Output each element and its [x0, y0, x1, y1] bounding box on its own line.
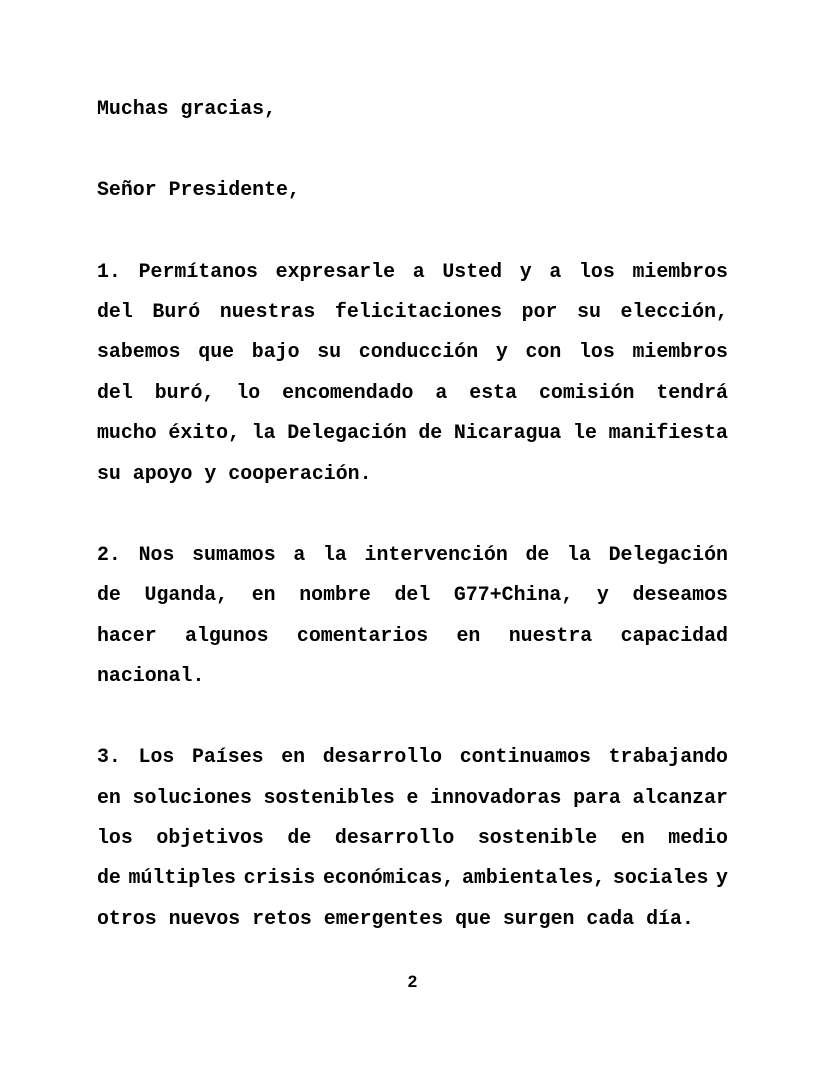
text-line-content: en soluciones sostenibles e innovadoras para alcanzar — [97, 785, 728, 809]
text-line-content: hacer algunos comentarios en nuestra capacidad — [97, 623, 728, 647]
text-line — [97, 373, 728, 413]
text-line-content: de múltiples crisis económicas, ambientales, sociales y — [97, 866, 728, 890]
text-line — [97, 737, 728, 777]
text-line — [97, 899, 728, 939]
page-number: 2 — [407, 972, 418, 991]
text-line — [97, 616, 728, 656]
text-line — [97, 575, 728, 615]
text-line — [97, 292, 728, 332]
text-line-content: 1. Permítanos expresarle a Usted y a los miembros — [97, 259, 728, 283]
paragraph — [97, 170, 728, 210]
text-line-content: Señor Presidente, — [97, 178, 300, 202]
paragraph — [97, 535, 728, 697]
text-line — [97, 170, 728, 210]
text-line-content: 2. Nos sumamos a la intervención de la Delegación — [97, 542, 728, 566]
text-line — [97, 252, 728, 292]
paragraph — [97, 89, 728, 129]
text-line — [97, 413, 728, 453]
text-line — [97, 332, 728, 372]
text-line — [97, 656, 728, 696]
text-line — [97, 778, 728, 818]
text-line-content: del buró, lo encomendado a esta comisión tendrá — [97, 380, 728, 404]
text-line — [97, 89, 728, 129]
text-line — [97, 818, 728, 858]
document-body — [97, 89, 728, 939]
text-line — [97, 535, 728, 575]
text-line-content: los objetivos de desarrollo sostenible en medio — [97, 826, 728, 850]
paragraph — [97, 252, 728, 494]
text-line-content: mucho éxito, la Delegación de Nicaragua le manifiesta — [97, 421, 728, 445]
text-line — [97, 858, 728, 898]
text-line-content: su apoyo y cooperación. — [97, 461, 372, 485]
text-line-content: sabemos que bajo su conducción y con los miembros — [97, 340, 728, 364]
text-line-content: nacional. — [97, 663, 205, 687]
text-line-content: de Uganda, en nombre del G77+China, y deseamos — [97, 583, 728, 607]
text-line — [97, 454, 728, 494]
text-line-content: 3. Los Países en desarrollo continuamos trabajando — [97, 745, 728, 769]
paragraph — [97, 737, 728, 939]
text-line-content: del Buró nuestras felicitaciones por su elección, — [97, 299, 728, 323]
text-line-content: Muchas gracias, — [97, 97, 277, 120]
text-line-content: otros nuevos retos emergentes que surgen cada día. — [97, 906, 694, 930]
